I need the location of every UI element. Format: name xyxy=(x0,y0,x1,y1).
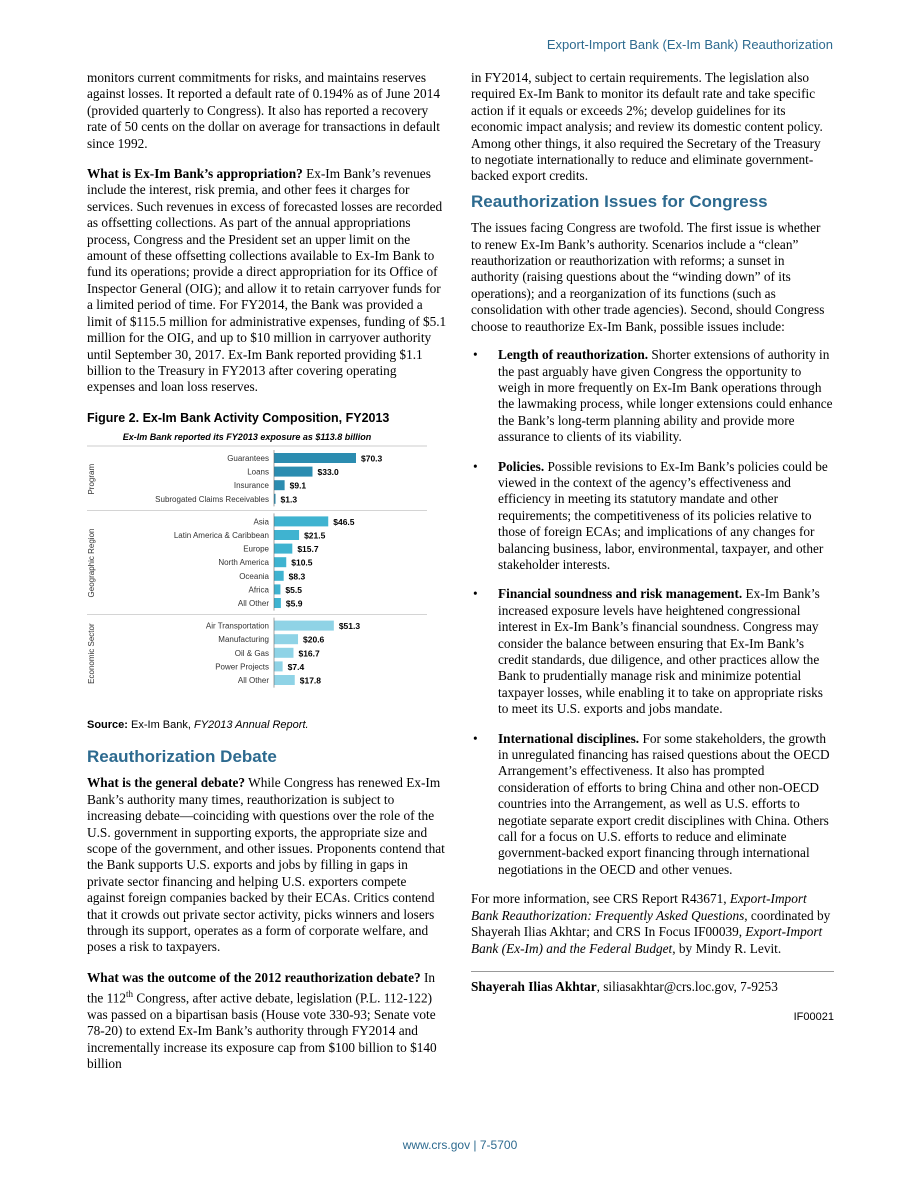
value-label: $10.5 xyxy=(291,557,313,568)
source-text: Ex-Im Bank, xyxy=(127,718,194,731)
category-label: All Other xyxy=(237,676,269,686)
source-label: Source: xyxy=(87,718,128,731)
bullet-title: Financial soundness and risk management. xyxy=(498,586,743,602)
category-label: All Other xyxy=(237,599,269,609)
category-label: Asia xyxy=(253,517,269,527)
list-item xyxy=(471,731,834,879)
bar xyxy=(274,598,281,608)
question-appropriation: What is Ex-Im Bank’s appropriation? xyxy=(87,166,303,182)
value-label: $46.5 xyxy=(333,517,355,528)
bar xyxy=(274,621,334,631)
bar xyxy=(274,467,312,477)
bullet-title: Length of reauthorization. xyxy=(498,347,649,363)
bar xyxy=(274,662,283,672)
bar xyxy=(274,675,295,685)
more-info-text-b: , coordinated by Shayerah Ilias Akhtar; and CRS In Focus IF00039, xyxy=(471,907,831,940)
page-footer: www.crs.gov | 7-5700 xyxy=(402,1138,518,1152)
author-name: Shayerah Ilias Akhtar xyxy=(471,978,597,994)
value-label: $16.7 xyxy=(298,648,320,659)
more-info-report-title: Export-Import Bank Reauthorization: Frequently Asked Questions xyxy=(471,891,807,923)
value-label: $7.4 xyxy=(287,662,305,673)
category-label: Manufacturing xyxy=(218,635,269,645)
activity-composition-chart xyxy=(87,430,427,706)
paragraph-issues: The issues facing Congress are twofold. The first issue is whether to renew Ex-Im Bank’s authority. Scenarios include a “clean” reauthorization or reauthorization with reforms; a sunset in authority (raising questions about the “winding down” of its operations); and a reorganization of its functions (such as consolidation with other trade agencies). Second, should Congress choose to reauthorize Ex-Im Bank, possible issues include: xyxy=(471,220,825,334)
left-column xyxy=(87,70,447,1087)
value-label: $20.6 xyxy=(303,634,325,645)
bar xyxy=(274,480,285,490)
bar xyxy=(274,634,298,644)
question-2012-outcome: What was the outcome of the 2012 reauthorization debate? xyxy=(87,969,421,985)
list-item xyxy=(471,347,834,445)
more-info-infocus-title: Export-Import Bank (Ex-Im) and the Federal Budget xyxy=(471,924,823,956)
superscript-th: th xyxy=(126,989,134,1000)
paragraph-2012-outcome xyxy=(87,970,447,1073)
running-header: Export-Import Bank (Ex-Im Bank) Reauthorization xyxy=(546,37,833,52)
category-label: Oil & Gas xyxy=(234,648,269,658)
document-code: IF00021 xyxy=(793,1011,834,1024)
bullet-text: Ex-Im Bank’s increased exposure levels have heightened congressional interest in Ex-Im Bank’s financial soundness. Congress may consider the balance between ensuring that Ex-Im Bank’s credit standards, due diligence, and other practices allow the Bank to prudentially manage risk and minimize potential taxpayer losses, while enabling it to take on appropriate risks to meet its U.S. exports and jobs mandate. xyxy=(498,586,823,717)
question-general-debate: What is the general debate? xyxy=(87,775,246,791)
category-label: Europe xyxy=(243,544,269,554)
bullet-text: For some stakeholders, the growth in unregulated financing has raised questions about the OECD Arrangement’s effectiveness. It also has prompted consideration of efforts to bring China and other non-OECD countries into the Arrangement, as well as U.S. efforts to negotiate separate export credit disciplines with China. Others call for a focus on U.S. efforts to reduce and eliminate government-backed export financing through international negotiations in the OECD and other venues. xyxy=(498,730,830,877)
category-label: Air Transportation xyxy=(205,621,269,631)
answer-2012-outcome-b: Congress, after active debate, legislation (P.L. 112-122) was passed on a bipartisan basis (House vote 330-93; Senate vote 78-20) to extend Ex-Im Bank’s authority through FY2014 and incrementally increase its exposure cap from $100 billion to $140 billion xyxy=(87,990,437,1072)
category-label: Power Projects xyxy=(215,662,269,672)
value-label: $15.7 xyxy=(297,544,319,555)
bullet-text: Possible revisions to Ex-Im Bank’s policies could be viewed in the context of the agency’s effectiveness and efficiency in meeting its statutory mandate and other requirements; the competitiveness of its policies relative to those of foreign ECAs; and implications of any changes for balancing business, labor, environmental, taxpayer, and other stakeholder interests. xyxy=(498,458,828,572)
bar xyxy=(274,453,356,463)
group-label: Geographic Region xyxy=(87,528,96,598)
bullet-title: International disciplines. xyxy=(498,730,640,746)
bar xyxy=(274,544,292,554)
group-label: Program xyxy=(87,463,96,495)
heading-reauthorization-debate: Reauthorization Debate xyxy=(87,746,277,766)
value-label: $1.3 xyxy=(280,494,298,505)
source-title: FY2013 Annual Report. xyxy=(194,718,309,731)
more-info-text-a: For more information, see CRS Report R43671, xyxy=(471,891,730,907)
figure-title: Figure 2. Ex-Im Bank Activity Composition, FY2013 xyxy=(87,410,390,425)
category-label: Loans xyxy=(247,467,269,477)
value-label: $21.5 xyxy=(304,530,326,541)
answer-general-debate: While Congress has renewed Ex-Im Bank’s authority many times, reauthorization is subject to increasing debate—coinciding with questions over the role of the U.S. government in supporting exports, the appropriate size and scope of the government, and other issues. Proponents contend that the Bank supports U.S. exports and jobs by filling in gaps in private sector financing and helping U.S. exporters compete against foreign companies backed by their ECAs. Critics contend that it crowds out private sector activity, picks winners and losers through its support, operates as a form of corporate welfare, and poses a risk to taxpayers. xyxy=(87,775,445,955)
list-item xyxy=(471,459,834,574)
paragraph-default-rate: monitors current commitments for risks, and maintains reserves against losses. It reported a default rate of 0.194% as of June 2014 (provided quarterly to Congress). It also has reported a recovery rate of 50 cents on the dollar on average for transactions in default since 1992. xyxy=(87,70,441,151)
group-label: Economic Sector xyxy=(87,623,96,684)
answer-2012-outcome-a: In the 112 xyxy=(87,969,436,1006)
bar xyxy=(274,648,293,658)
bar xyxy=(274,517,328,527)
issues-list xyxy=(471,347,834,878)
heading-issues-for-congress: Reauthorization Issues for Congress xyxy=(471,191,768,211)
category-label: North America xyxy=(218,558,269,568)
author-line xyxy=(471,979,834,995)
value-label: $9.1 xyxy=(289,480,307,491)
figure-source xyxy=(87,717,447,733)
bar xyxy=(274,530,299,540)
bar xyxy=(274,571,284,581)
category-label: Insurance xyxy=(233,481,269,491)
category-label: Guarantees xyxy=(227,454,269,464)
paragraph-more-information xyxy=(471,891,834,957)
category-label: Subrogated Claims Receivables xyxy=(155,494,269,504)
more-info-text-c: , by Mindy R. Levit. xyxy=(672,940,782,956)
value-label: $70.3 xyxy=(361,453,383,464)
category-label: Oceania xyxy=(239,571,269,581)
value-label: $17.8 xyxy=(299,675,322,686)
list-item xyxy=(471,586,834,717)
category-label: Africa xyxy=(248,585,269,595)
category-label: Latin America & Caribbean xyxy=(173,531,269,541)
value-label: $8.3 xyxy=(288,571,306,582)
bar xyxy=(274,585,280,595)
paragraph-legislation-continued: in FY2014, subject to certain requirements. The legislation also required Ex-Im Bank to monitor its default rate and take specific action if it equals or exceeds 2%; develop guidelines for its economic impact analysis; and review its domestic content policy. Among other things, it also required the Secretary of the Treasury to negotiate internationally to reduce and eliminate government-backed export credits. xyxy=(471,70,823,184)
bullet-title: Policies. xyxy=(498,458,545,474)
value-label: $33.0 xyxy=(317,467,339,478)
chart-title: Ex-Im Bank reported its FY2013 exposure as $113.8 billion xyxy=(122,432,372,443)
value-label: $51.3 xyxy=(338,621,361,632)
bar xyxy=(274,557,286,567)
right-column xyxy=(471,70,834,1026)
value-label: $5.9 xyxy=(285,598,303,609)
bullet-text: Shorter extensions of authority in the past arguably have given Congress the opportunity to weigh in more frequently on Ex-Im Bank operations through the lawmaking process, while longer extensions could enhance the Bank’s long-term planning ability and provide more assurance to clients of its viability. xyxy=(498,347,833,445)
paragraph-general-debate xyxy=(87,775,447,955)
paragraph-appropriation xyxy=(87,166,447,396)
value-label: $5.5 xyxy=(285,585,302,596)
author-contact: , siliasakhtar@crs.loc.gov, 7-9253 xyxy=(596,978,778,994)
answer-appropriation: Ex-Im Bank’s revenues include the interest, risk premia, and other fees it charges for services. Such revenues in excess of forecasted losses are recorded as offsetting collections. As part of the annual appropriations process, Congress and the President set an upper limit on the amount of these offsetting collections available to Ex-Im Bank to fund its operations; provide a direct appropriation for its Office of Inspector General (OIG); and allow it to retain carryover funds for a limited period of time. For FY2014, the Bank was provided a limit of $115.5 million for administrative expenses, funding of $5.1 million for the OIG, and up to $10 million in carryover authority until September 30, 2017. Ex-Im Bank reported providing $1.1 billion to the Treasury in FY2013 after covering operating expenses and loan loss reserves. xyxy=(87,166,447,395)
author-divider xyxy=(471,971,834,972)
